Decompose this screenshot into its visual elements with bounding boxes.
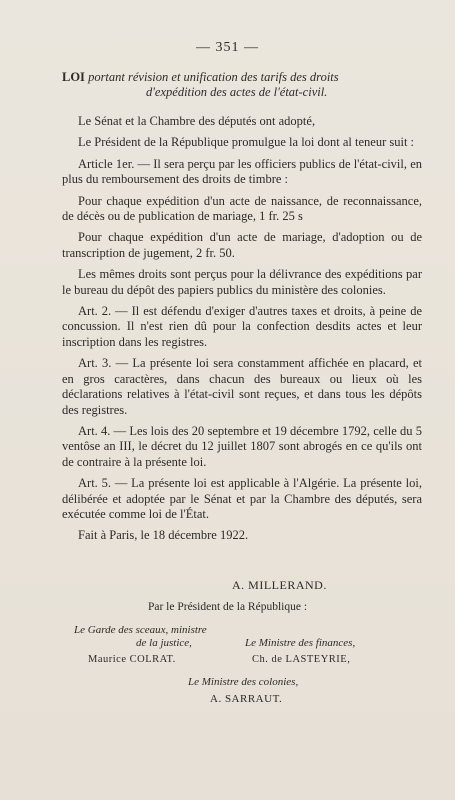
page-number: — 351 — <box>196 40 259 55</box>
par-le-president: Par le Président de la République : <box>147 601 308 613</box>
paragraph: Les mêmes droits sont perçus pour la délivrance des expéditions par le bureau du dépôt des papiers publics du ministère des colonies. <box>62 267 422 297</box>
title-line1: portant révision et unification des tarifs des droits <box>88 70 339 84</box>
paragraph: Pour chaque expédition d'un acte de naissance, de reconnaissance, de décès ou de publication de mariage, 1 fr. 25 s <box>62 193 422 224</box>
finance-minister-block <box>245 637 415 666</box>
paragraph: Le Président de la République promulgue la loi dont al teneur suit : <box>78 135 415 150</box>
paragraph: Le Sénat et la Chambre des députés ont adopté, <box>78 114 316 128</box>
justice-minister-block <box>74 624 234 666</box>
paragraph: Art. 5. — La présente loi est applicable à l'Algérie. La présente loi, délibérée et adoptée par le Sénat et par la Chambre des députés, sera exécutée comme loi de l'État. <box>62 476 422 521</box>
title-lead: LOI <box>62 70 85 84</box>
dated-signature-line: Fait à Paris, le 18 décembre 1922. <box>78 528 249 543</box>
colonies-title: Le Ministre des colonies, <box>188 676 299 688</box>
paragraph: Art. 4. — Les lois des 20 septembre et 19 décembre 1792, celle du 5 ventôse an III, le décret du 12 juillet 1807 sont abrogés en ce qu'ils ont de contraire à la présente loi. <box>62 423 422 469</box>
paragraph: Art. 2. — Il est défendu d'exiger d'autres taxes et droits, à peine de concussion. Il n'est rien dû pour la confection desdits actes et leur inscription dans les registres. <box>62 304 422 349</box>
finances-name: Ch. de LASTEYRIE, <box>252 654 351 665</box>
president-signature: A. MILLERAND. <box>232 578 327 592</box>
justice-title-1: Le Garde des sceaux, ministre <box>74 624 207 636</box>
colonies-minister-block <box>188 676 358 706</box>
title-line2: d'expédition des actes de l'état-civil. <box>146 85 328 99</box>
finances-title: Le Ministre des finances, <box>245 637 356 649</box>
justice-title-2: de la justice, <box>136 637 192 649</box>
colonies-name: A. SARRAUT. <box>210 693 283 705</box>
paragraph: Art. 3. — La présente loi sera constamment affichée en placard, et en gros caractères, dans chacun des bureaux ou lieux où les déclarations relatives à l'état-civil sont reçues, et dans tous les dépôts des registres. <box>62 356 422 417</box>
paragraph: Pour chaque expédition d'un acte de mariage, d'adoption ou de transcription de jugement, 2 fr. 50. <box>62 230 422 260</box>
paragraph: Article 1er. — Il sera perçu par les officiers publics de l'état-civil, en plus du remboursement des droits de timbre : <box>62 156 422 187</box>
law-body <box>62 114 422 550</box>
justice-name: Maurice COLRAT. <box>88 654 176 665</box>
law-title <box>62 70 362 100</box>
